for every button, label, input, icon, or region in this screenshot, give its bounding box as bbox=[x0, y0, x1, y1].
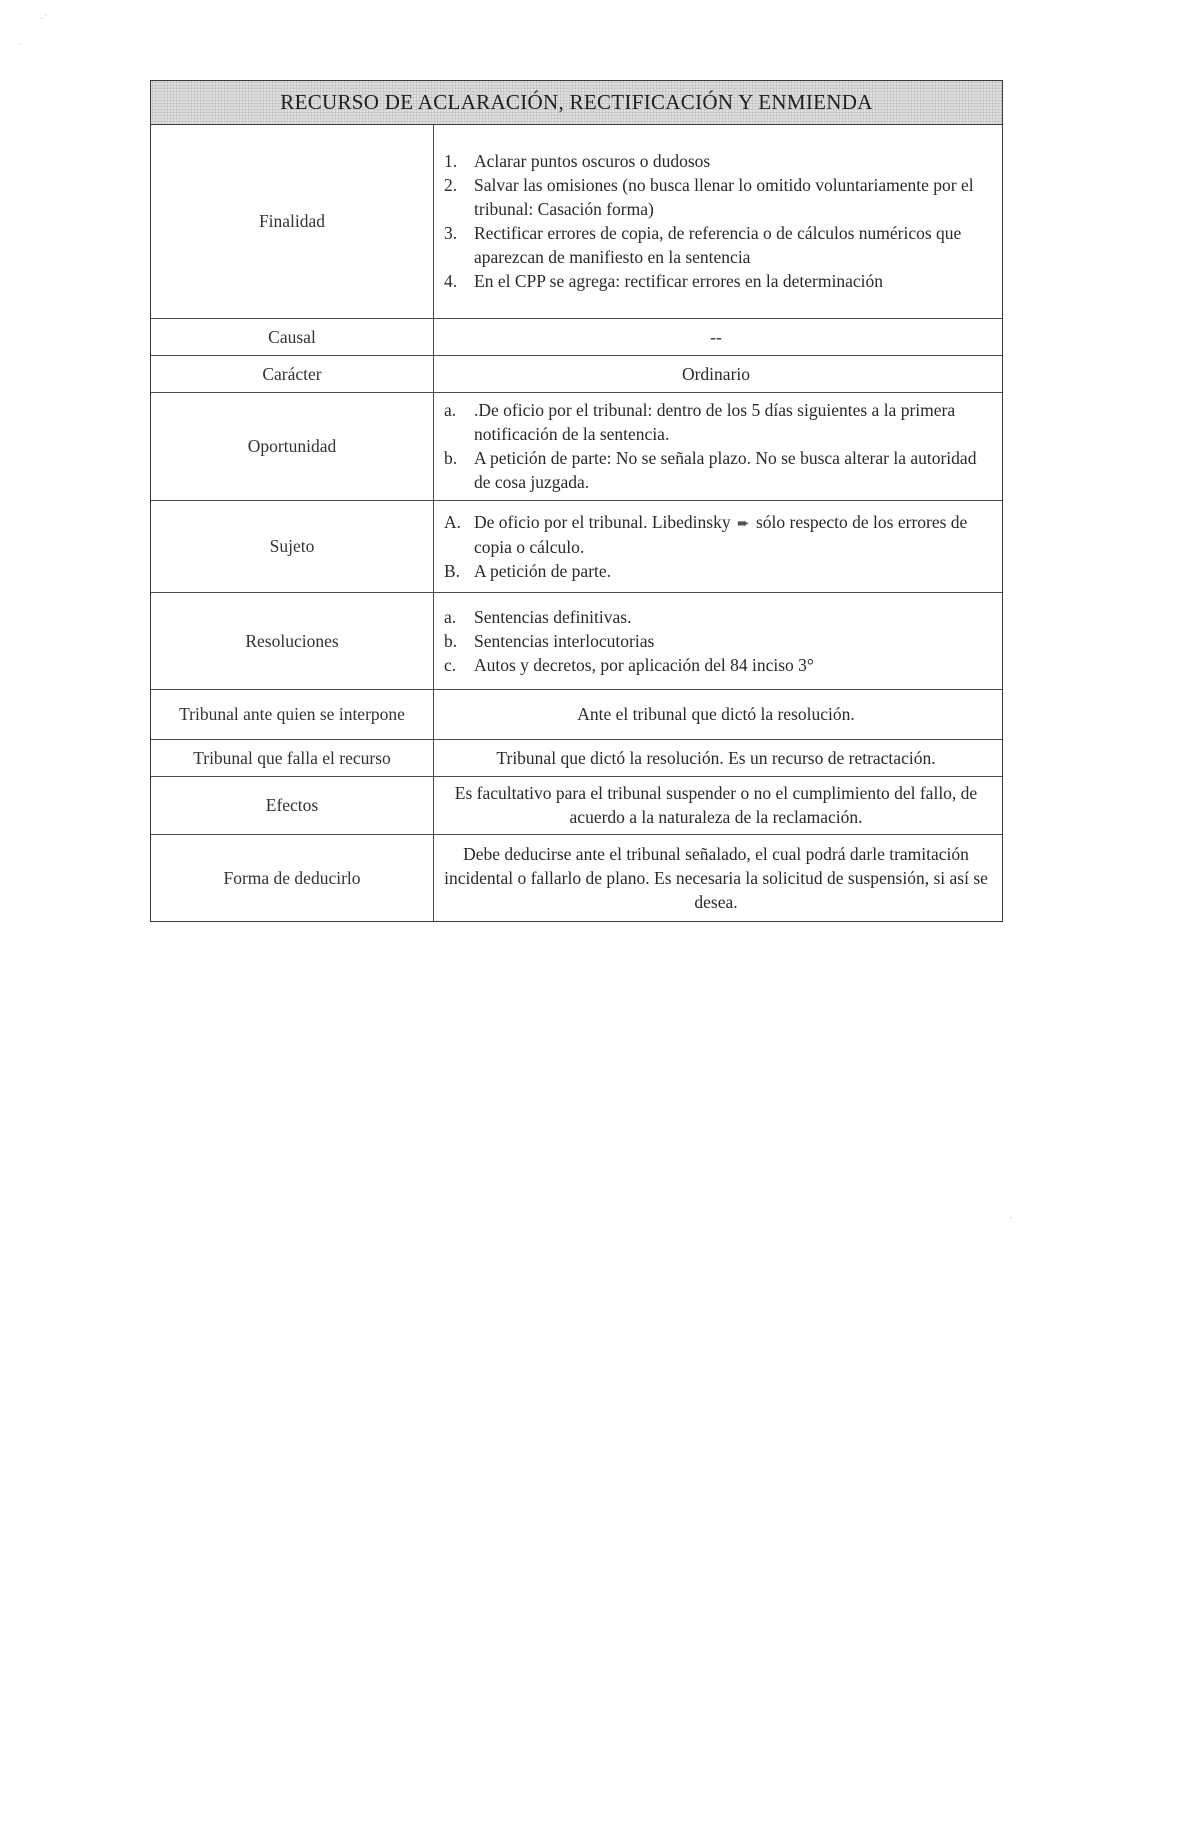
document-table bbox=[150, 80, 1003, 922]
list-text: Salvar las omisiones (no busca llenar lo omitido voluntariamente por el tribunal: Casación forma) bbox=[474, 175, 974, 220]
list-marker: A. bbox=[444, 511, 462, 532]
table-row-tribunal-ante bbox=[151, 689, 1002, 739]
row-value-causal: -- bbox=[434, 318, 1003, 355]
row-label-tribunal-falla: Tribunal que falla el recurso bbox=[151, 739, 434, 776]
row-label-forma: Forma de deducirlo bbox=[151, 834, 434, 921]
list-item bbox=[444, 605, 988, 629]
table-row-forma bbox=[151, 834, 1002, 921]
scan-speck: · bbox=[18, 40, 22, 51]
row-value-tribunal-falla: Tribunal que dictó la resolución. Es un recurso de retractación. bbox=[434, 739, 1003, 776]
list-marker: b. bbox=[444, 630, 458, 651]
table-row-sujeto bbox=[151, 500, 1002, 592]
list-marker: a. bbox=[444, 400, 457, 420]
list-item bbox=[444, 173, 988, 221]
row-label-finalidad: Finalidad bbox=[151, 125, 434, 318]
list-marker: 3. bbox=[444, 223, 458, 244]
list-marker: a. bbox=[444, 606, 457, 627]
sujeto-text-after: sólo respecto de los errores de copia o cálculo. bbox=[474, 511, 968, 557]
row-content-sujeto bbox=[434, 500, 1003, 592]
list-marker: c. bbox=[444, 654, 457, 675]
list-text: Aclarar puntos oscuros o dudosos bbox=[474, 151, 711, 172]
list-item bbox=[444, 559, 988, 583]
row-label-oportunidad: Oportunidad bbox=[151, 392, 434, 500]
list-item bbox=[444, 629, 988, 653]
list-text: Rectificar errores de copia, de referencia o de cálculos numéricos que aparezcan de manifiesto en la sentencia bbox=[474, 223, 962, 268]
scan-speck: ˏ bbox=[1008, 1208, 1013, 1219]
table-row-efectos bbox=[151, 776, 1002, 834]
list-text: A petición de parte: No se señala plazo. No se busca alterar la autoridad de cosa juzgada. bbox=[474, 448, 977, 492]
list-text bbox=[474, 510, 988, 559]
list-item bbox=[444, 149, 988, 173]
row-content-resoluciones bbox=[434, 592, 1003, 689]
table-row-causal bbox=[151, 318, 1002, 355]
table-title: RECURSO DE ACLARACIÓN, RECTIFICACIÓN Y ENMIENDA bbox=[151, 81, 1002, 125]
scan-speck: ·˙ bbox=[40, 14, 49, 25]
list-text: Autos y decretos, por aplicación del 84 inciso 3° bbox=[474, 654, 814, 675]
row-label-resoluciones: Resoluciones bbox=[151, 592, 434, 689]
list-text: A petición de parte. bbox=[474, 560, 612, 581]
list-text: Sentencias interlocutorias bbox=[474, 630, 655, 651]
list-marker: 1. bbox=[444, 151, 458, 172]
row-label-sujeto: Sujeto bbox=[151, 500, 434, 592]
sujeto-text-before: De oficio por el tribunal. Libedinsky bbox=[474, 511, 731, 532]
table-row-oportunidad bbox=[151, 392, 1002, 500]
arrow-right-icon: ➨ bbox=[736, 513, 750, 532]
list-item bbox=[444, 653, 988, 677]
finalidad-list bbox=[444, 149, 988, 293]
list-item bbox=[444, 510, 988, 559]
table-row-finalidad bbox=[151, 125, 1002, 318]
table-row-caracter bbox=[151, 355, 1002, 392]
list-marker: 4. bbox=[444, 271, 458, 292]
list-item bbox=[444, 221, 988, 269]
list-item bbox=[444, 398, 988, 446]
row-content-oportunidad bbox=[434, 392, 1003, 500]
list-item bbox=[444, 269, 988, 293]
row-value-forma: Debe deducirse ante el tribunal señalado, el cual podrá darle tramitación incidental o fallarlo de plano. Es necesaria la solicitud de suspensión, si así se desea. bbox=[434, 834, 1003, 921]
row-value-tribunal-ante: Ante el tribunal que dictó la resolución. bbox=[434, 689, 1003, 739]
row-label-efectos: Efectos bbox=[151, 776, 434, 834]
list-marker: b. bbox=[444, 448, 458, 468]
table-row-tribunal-falla bbox=[151, 739, 1002, 776]
list-marker: 2. bbox=[444, 175, 458, 196]
list-marker: B. bbox=[444, 560, 461, 581]
row-content-finalidad bbox=[434, 125, 1003, 318]
row-label-caracter: Carácter bbox=[151, 355, 434, 392]
list-text: Sentencias definitivas. bbox=[474, 606, 632, 627]
row-value-efectos: Es facultativo para el tribunal suspender o no el cumplimiento del fallo, de acuerdo a la naturaleza de la reclamación. bbox=[434, 776, 1003, 834]
summary-table bbox=[151, 125, 1002, 921]
list-item bbox=[444, 446, 988, 494]
oportunidad-list bbox=[444, 398, 988, 494]
table-row-resoluciones bbox=[151, 592, 1002, 689]
row-label-tribunal-ante: Tribunal ante quien se interpone bbox=[151, 689, 434, 739]
row-label-causal: Causal bbox=[151, 318, 434, 355]
resoluciones-list bbox=[444, 605, 988, 677]
list-text: .De oficio por el tribunal: dentro de los 5 días siguientes a la primera notificación de la sentencia. bbox=[474, 400, 956, 444]
row-value-caracter: Ordinario bbox=[434, 355, 1003, 392]
sujeto-list bbox=[444, 510, 988, 583]
list-text: En el CPP se agrega: rectificar errores en la determinación bbox=[474, 271, 883, 292]
